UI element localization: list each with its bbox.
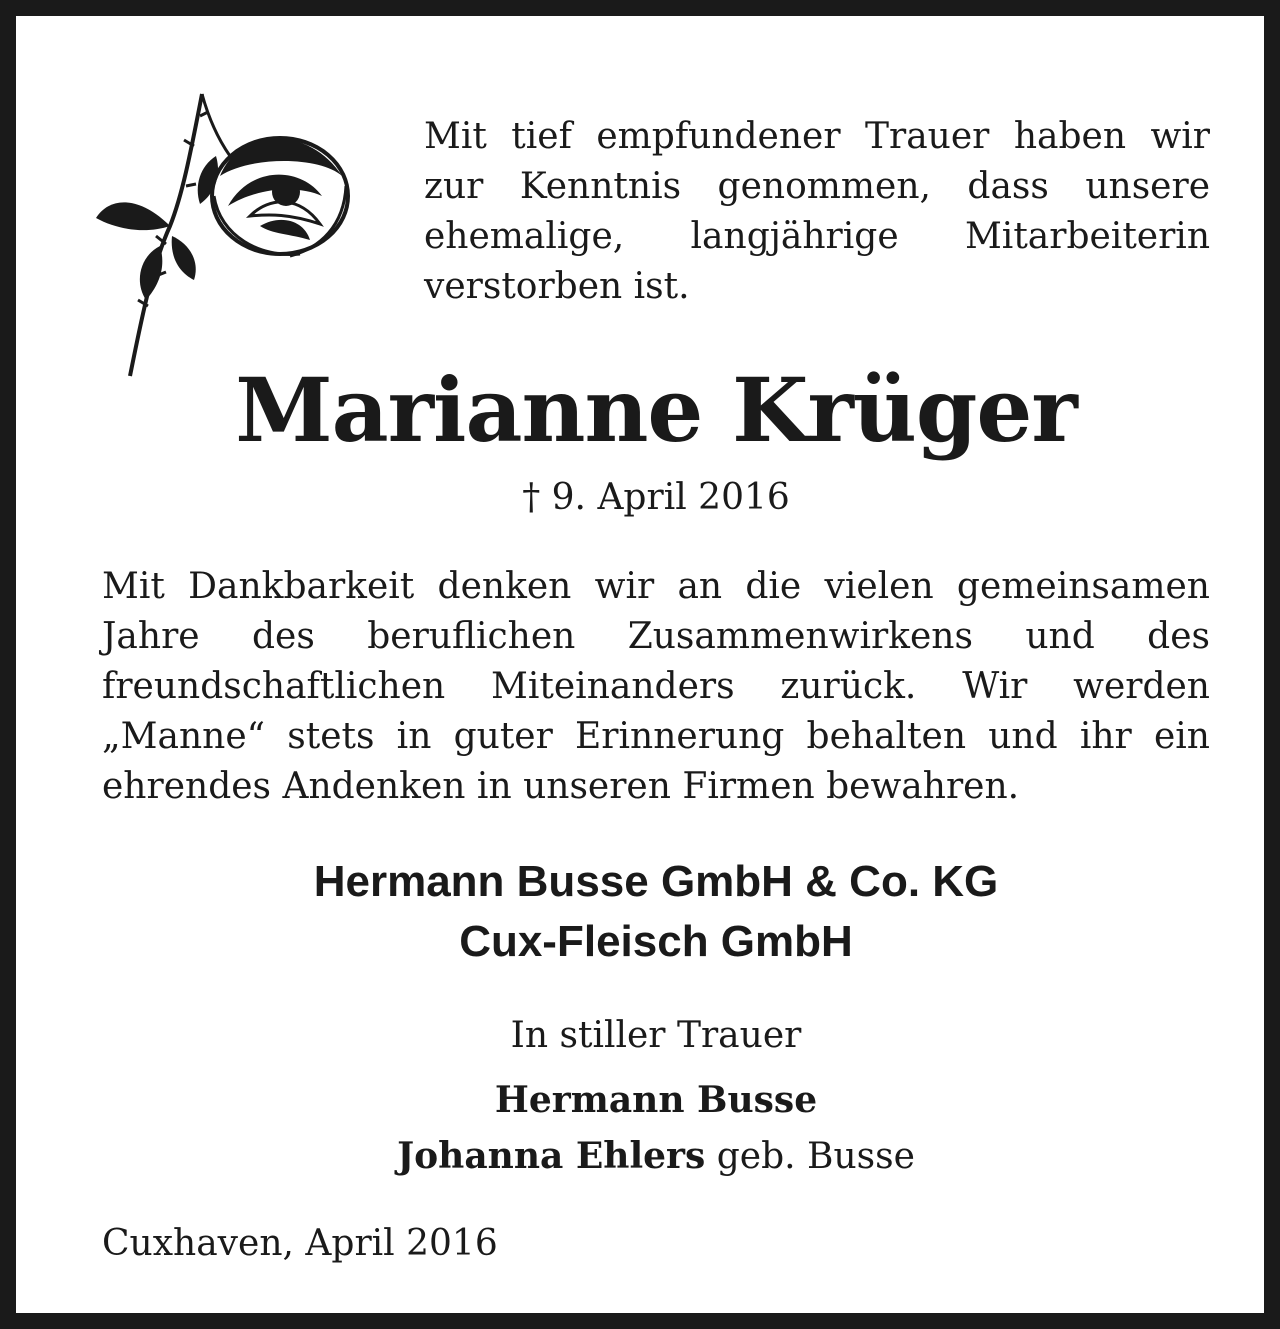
- deceased-name: Marianne Krüger: [235, 358, 1077, 462]
- signer-first: Hermann Busse: [494, 1079, 818, 1121]
- death-date: † 9. April 2016: [522, 477, 790, 518]
- mourning-line: In stiller Trauer: [510, 1015, 802, 1056]
- gratitude-text: Mit Dankbarkeit denken wir an die vielen gemeinsamen Jahre des beruflichen Zusammenwirkens und des freundschaftlichen Miteinanders zurück. Wir werden „Manne“ stets in guter Erinnerung behalten und ihr ein ehrendes Andenken in unseren Firmen bewahren.: [102, 566, 1210, 807]
- company-name-1: Hermann Busse GmbH & Co. KG: [313, 857, 999, 906]
- rose-icon: [90, 86, 354, 380]
- signer-second-name: Johanna Ehlers: [397, 1135, 706, 1177]
- signer-second: [16, 1132, 1280, 1181]
- intro-text: Mit tief empfundener Trauer haben wir zur Kenntnis genommen, dass unsere ehemalige, langjährige Mitarbeiterin verstorben ist.: [424, 116, 1210, 307]
- signer-second-suffix: geb. Busse: [705, 1136, 915, 1177]
- place-date: Cuxhaven, April 2016: [102, 1223, 498, 1264]
- company-name-2: Cux-Fleisch GmbH: [459, 917, 853, 966]
